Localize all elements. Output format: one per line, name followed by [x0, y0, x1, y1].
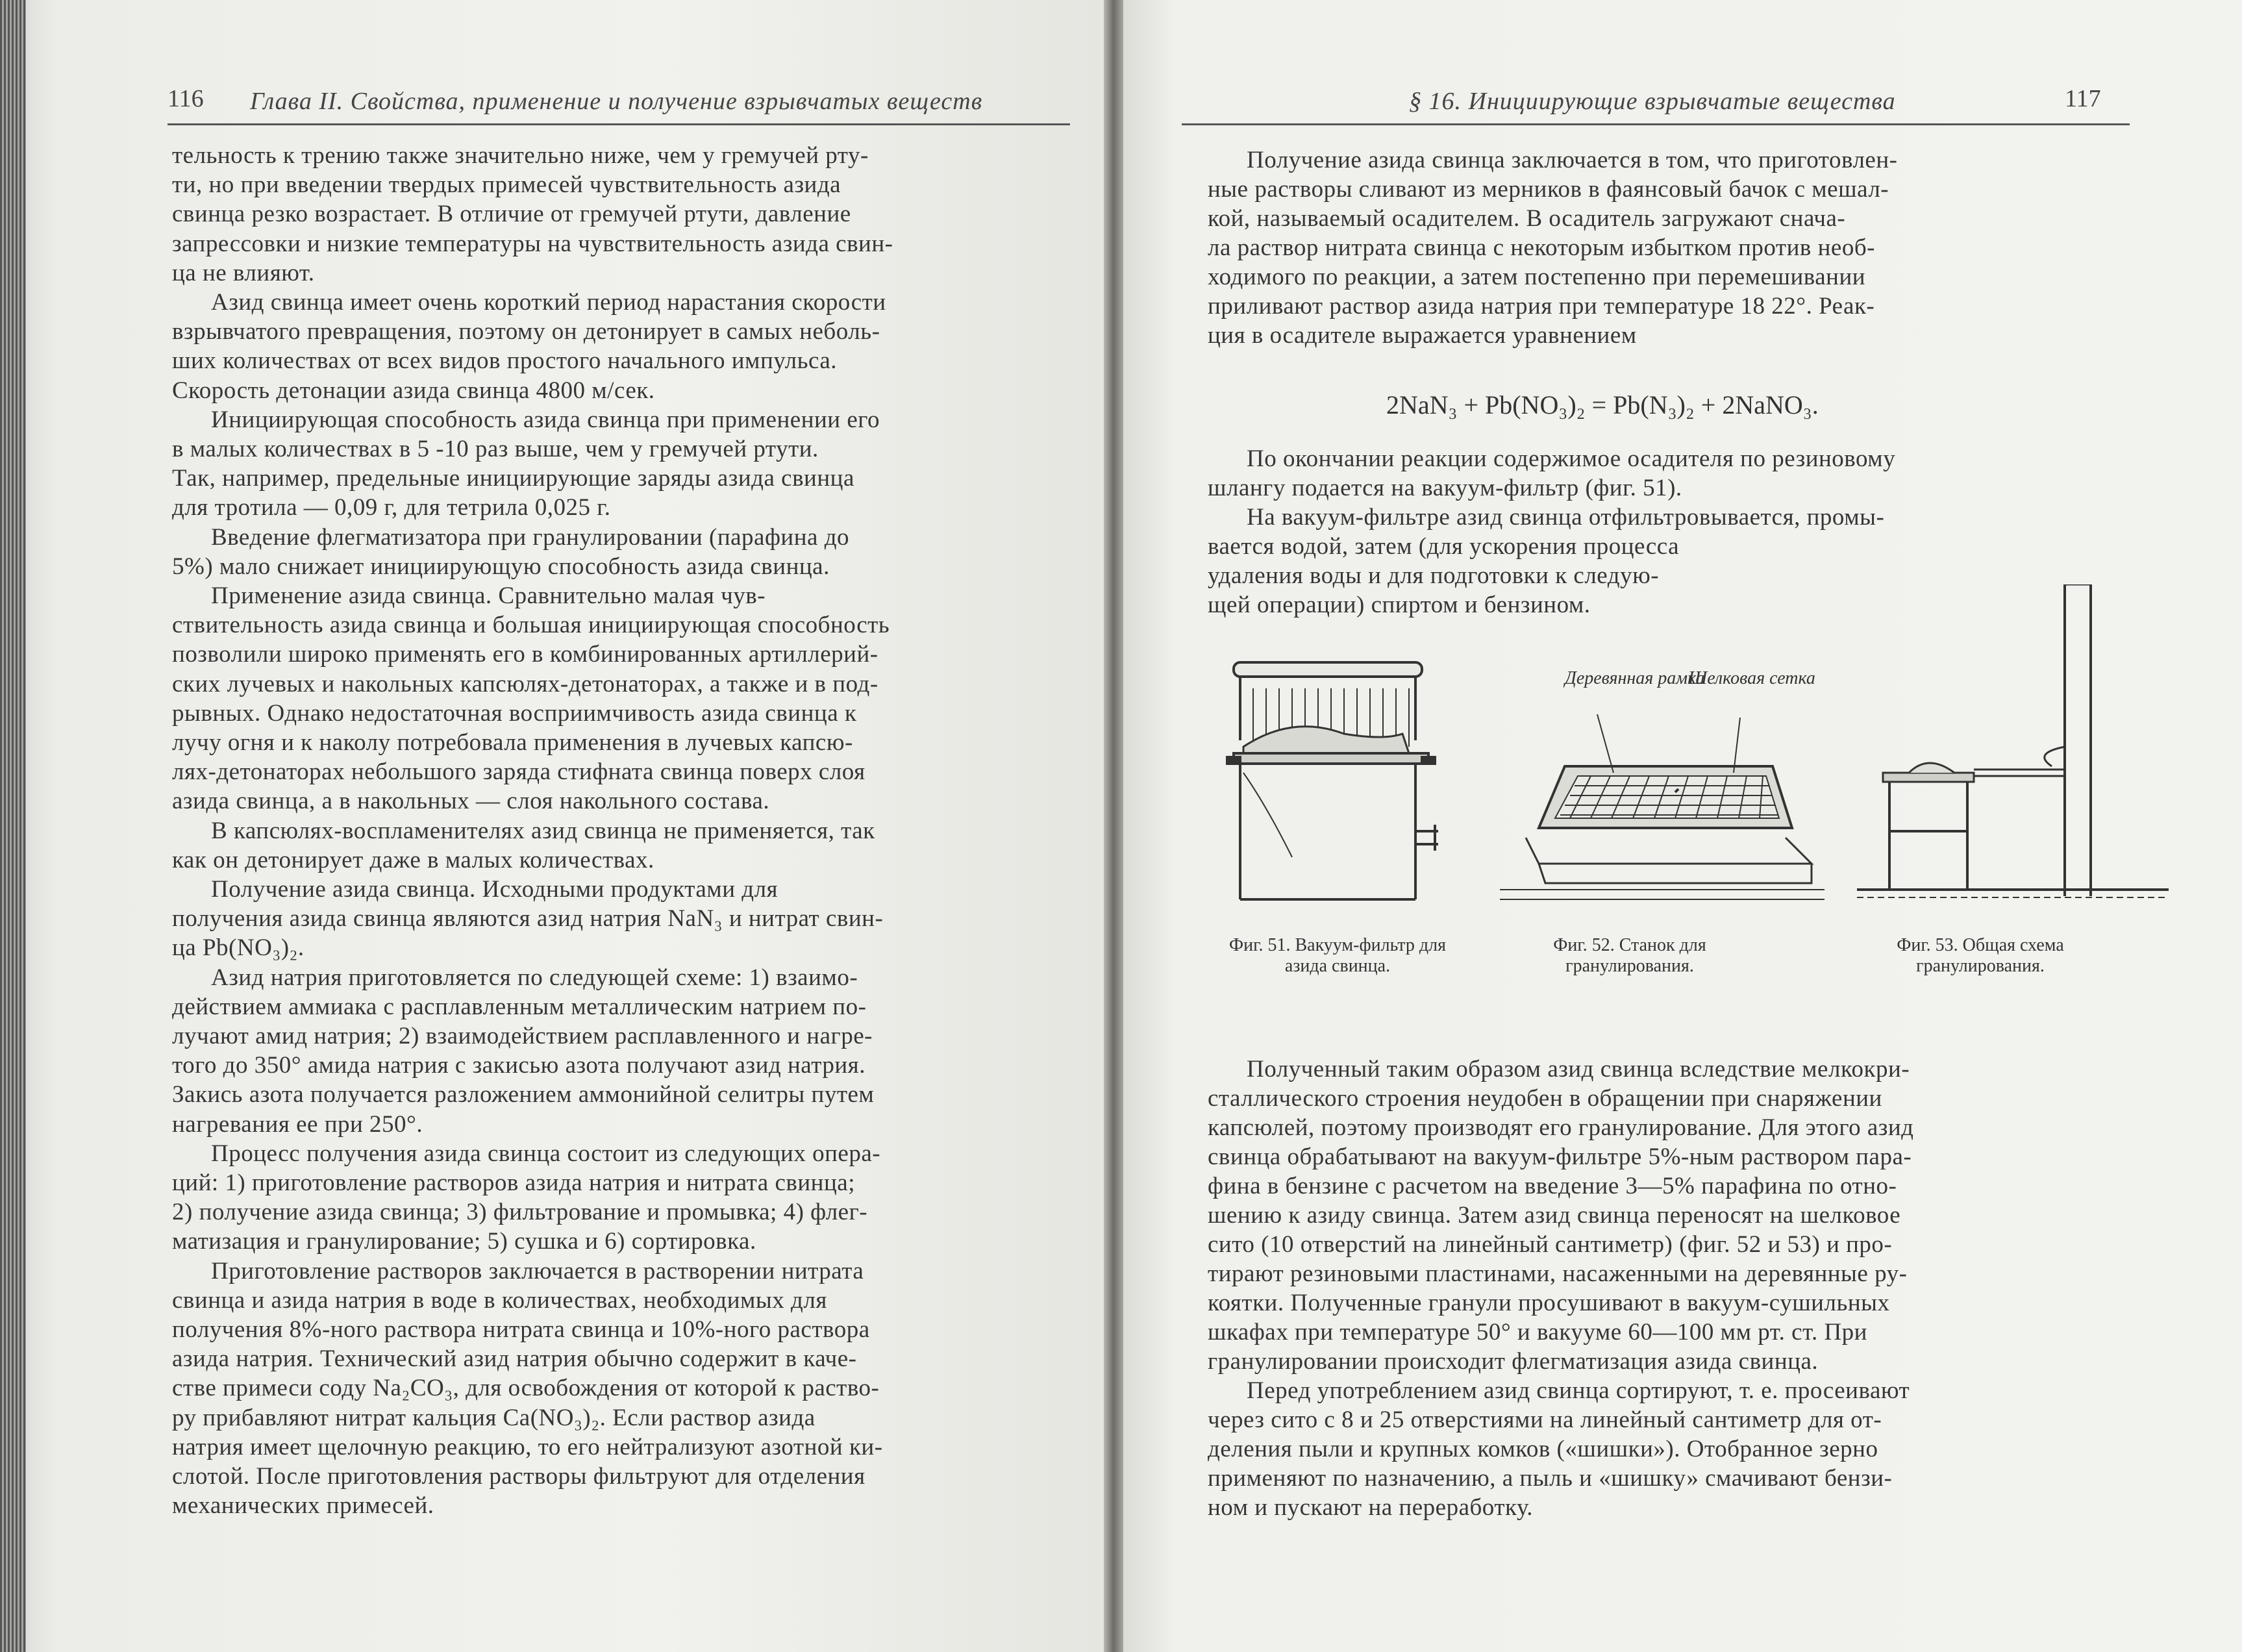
page-number-right: 117: [2065, 85, 2101, 112]
text-line: деления пыли и крупных комков («шишки»). Отобранное зерно: [1208, 1436, 1878, 1462]
text-line: лучу огня и к наколу потребовала применения в лучевых капсю-: [172, 729, 853, 756]
text-line: тирают резиновыми пластинами, насаженными на деревянные ру-: [1208, 1260, 1908, 1287]
text-line: лях-детонаторах небольшого заряда стифната свинца поверх слоя: [172, 758, 866, 786]
text-line: Скорость детонации азида свинца 4800 м/сек.: [172, 377, 655, 404]
text-line: свинца резко возрастает. В отличие от гремучей ртути, давление: [172, 201, 851, 228]
text-line: сито (10 отверстий на линейный сантиметр) (фиг. 52 и 53) и про-: [1208, 1231, 1893, 1258]
text-line: Процесс получения азида свинца состоит из следующих опера-: [211, 1140, 881, 1167]
text-line: ствительность азида свинца и большая инициирующая способность: [172, 612, 890, 639]
text-line: капсюлей, поэтому производят его гранулирование. Для этого азид: [1208, 1114, 1914, 1141]
text-line: Перед употреблением азид свинца сортируют, т. е. просеивают: [1247, 1377, 1910, 1404]
text-line: получения 8%-ного раствора нитрата свинца и 10%-ного раствора: [172, 1316, 870, 1343]
text-line: Азид свинца имеет очень короткий период нарастания скорости: [211, 289, 886, 316]
text-line: фина в бензине с расчетом на введение 3—5% парафина по отно-: [1208, 1173, 1897, 1199]
label-silk-sieve: Шелковая сетка: [1688, 668, 1815, 688]
text-line: На вакуум-фильтре азид свинца отфильтровывается, промы-: [1247, 504, 1885, 531]
text-line: запрессовки и низкие температуры на чувствительность азида свин-: [172, 230, 893, 257]
text-line: 2) получение азида свинца; 3) фильтрование и промывка; 4) флег-: [172, 1199, 868, 1226]
text-line: Так, например, предельные инициирующие заряды азида свинца: [172, 465, 854, 492]
text-line: ном и пускают на переработку.: [1208, 1494, 1533, 1521]
caption-figure-51: Фиг. 51. Вакуум-фильтр для азида свинца.: [1229, 935, 1446, 976]
label-wooden-frame: Деревянная рамка: [1565, 668, 1705, 688]
text-line: гранулировании происходит флегматизация азида свинца.: [1208, 1348, 1819, 1375]
text-line: шкафах при температуре 50° и вакууме 60—100 мм рт. ст. При: [1208, 1319, 1867, 1345]
book-spine-edge: [0, 0, 26, 1652]
text-line: действием аммиака с расплавленным металлическим натрием по-: [172, 993, 867, 1020]
text-line: ских лучевых и накольных капсюлях-детонаторах, а также и в под-: [172, 670, 878, 697]
text-line: Полученный таким образом азид свинца вследствие мелкокри-: [1247, 1056, 1910, 1083]
text-line: ти, но при введении твердых примесей чувствительность азида: [172, 171, 841, 199]
text-line: Получение азида свинца. Исходными продуктами для: [211, 876, 778, 903]
text-line: щей операции) спиртом и бензином.: [1208, 592, 1591, 618]
caption-figure-53: Фиг. 53. Общая схема гранулирования.: [1897, 935, 2064, 976]
text-line: в малых количествах в 5 -10 раз выше, чем у гремучей ртути.: [172, 436, 819, 462]
header-rule-right: [1182, 123, 2130, 125]
text-line: ру прибавляют нитрат кальция Ca(NO₃)₂. Если раствор азида: [172, 1404, 816, 1431]
text-line: коятки. Полученные гранули просушивают в вакуум-сушильных: [1208, 1290, 1890, 1316]
right-page: [1123, 0, 2242, 1652]
text-line: ца не влияют.: [172, 259, 315, 286]
header-rule-left: [168, 123, 1070, 125]
figure-52-granulating-stand: [1500, 688, 1825, 916]
reaction-equation: 2NaN₃ + Pb(NO₃)₂ = Pb(N₃)₂ + 2NaNO₃.: [1386, 390, 1819, 419]
text-line: ших количествах от всех видов простого начального импульса.: [172, 347, 838, 375]
text-line: Инициирующая способность азида свинца при применении его: [211, 406, 880, 433]
text-line: свинца обрабатывают на вакуум-фильтре 5%-ным раствором пара-: [1208, 1144, 1912, 1170]
text-line: По окончании реакции содержимое осадителя по резиновому: [1247, 445, 1896, 472]
text-line: Применение азида свинца. Сравнительно малая чув-: [211, 582, 766, 609]
text-line: ца Pb(NO₃)₂.: [172, 934, 305, 962]
text-line: натрия имеет щелочную реакцию, то его нейтрализуют азотной ки-: [172, 1433, 883, 1460]
text-line: лучают амид натрия; 2) взаимодействием расплавленного и нагре-: [172, 1023, 873, 1049]
text-line: свинца и азида натрия в воде в количествах, необходимых для: [172, 1286, 827, 1314]
text-line: Закись азота получается разложением аммонийной селитры путем: [172, 1081, 875, 1108]
text-line: вается водой, затем (для ускорения процесса: [1208, 533, 1680, 560]
text-line: стве примеси соду Na₂CO₃, для освобождения от которой к раство-: [172, 1375, 880, 1402]
text-line: приливают раствор азида натрия при температуре 18 22°. Реак-: [1208, 293, 1875, 319]
text-line: Введение флегматизатора при гранулировании (парафина до: [211, 523, 850, 551]
text-line: получения азида свинца являются азид натрия NaN₃ и нитрат свин-: [172, 905, 884, 932]
text-line: шению к азиду свинца. Затем азид свинца переносят на шелковое: [1208, 1202, 1901, 1229]
caption-figure-52: Фиг. 52. Станок для гранулирования.: [1553, 935, 1706, 976]
text-line: ция в осадителе выражается уравнением: [1208, 322, 1637, 349]
text-line: механических примесей.: [172, 1492, 434, 1520]
text-line: тельность к трению также значительно ниже, чем у гремучей рту-: [172, 142, 869, 169]
text-line: того до 350° амида натрия с закисью азота получают азид натрия.: [172, 1052, 866, 1079]
text-line: сталлического строения неудобен в обращении при снаряжении: [1208, 1085, 1882, 1112]
text-line: как он детонирует даже в малых количествах.: [172, 846, 654, 873]
text-line: удаления воды и для подготовки к следую-: [1208, 562, 1660, 589]
figure-53-granulation-scheme: [1844, 584, 2182, 909]
text-line: применяют по назначению, а пыль и «шишку» смачивают бензи-: [1208, 1465, 1893, 1492]
running-head-right: § 16. Инициирующие взрывчатые вещества: [1409, 88, 1896, 115]
text-line: шлангу подается на вакуум-фильтр (фиг. 51).: [1208, 475, 1682, 501]
text-line: азида натрия. Технический азид натрия обычно содержит в каче-: [172, 1345, 857, 1373]
text-line: взрывчатого превращения, поэтому он детонирует в самых неболь-: [172, 318, 880, 345]
text-line: рывных. Однако недостаточная восприимчивость азида свинца к: [172, 699, 857, 727]
text-line: 5%) мало снижает инициирующую способность азида свинца.: [172, 553, 830, 580]
text-line: для тротила — 0,09 г, для тетрила 0,025 г.: [172, 494, 611, 521]
figure-51-vacuum-filter: [1214, 643, 1461, 916]
text-line: Азид натрия приготовляется по следующей схеме: 1) взаимо-: [211, 964, 858, 991]
running-head-left: Глава II. Свойства, применение и получение взрывчатых веществ: [250, 88, 983, 115]
text-line: ций: 1) приготовление растворов азида натрия и нитрата свинца;: [172, 1170, 855, 1196]
text-line: нагревания ее при 250°.: [172, 1110, 423, 1138]
text-line: Получение азида свинца заключается в том, что приготовлен-: [1247, 147, 1898, 173]
text-line: ные растворы сливают из мерников в фаянсовый бачок с мешал-: [1208, 176, 1889, 203]
text-line: ла раствор нитрата свинца с некоторым избытком против необ-: [1208, 234, 1875, 261]
left-page: [0, 0, 1104, 1652]
text-line: В капсюлях-воспламенителях азид свинца не применяется, так: [211, 817, 875, 844]
text-line: через сито с 8 и 25 отверстиями на линейный сантиметр для от-: [1208, 1407, 1882, 1433]
text-line: азида свинца, а в накольных — слоя накольного состава.: [172, 788, 770, 815]
text-line: матизация и гранулирование; 5) сушка и 6) сортировка.: [172, 1228, 756, 1255]
text-line: слотой. После приготовления растворы фильтруют для отделения: [172, 1463, 866, 1490]
text-line: ходимого по реакции, а затем постепенно при перемешивании: [1208, 264, 1866, 290]
text-line: Приготовление растворов заключается в растворении нитрата: [211, 1257, 864, 1284]
book-gutter: [1104, 0, 1123, 1652]
text-line: кой, называемый осадителем. В осадитель загружают снача-: [1208, 205, 1846, 232]
text-line: позволили широко применять его в комбинированных артиллерий-: [172, 641, 878, 668]
page-number-left: 116: [168, 85, 204, 112]
